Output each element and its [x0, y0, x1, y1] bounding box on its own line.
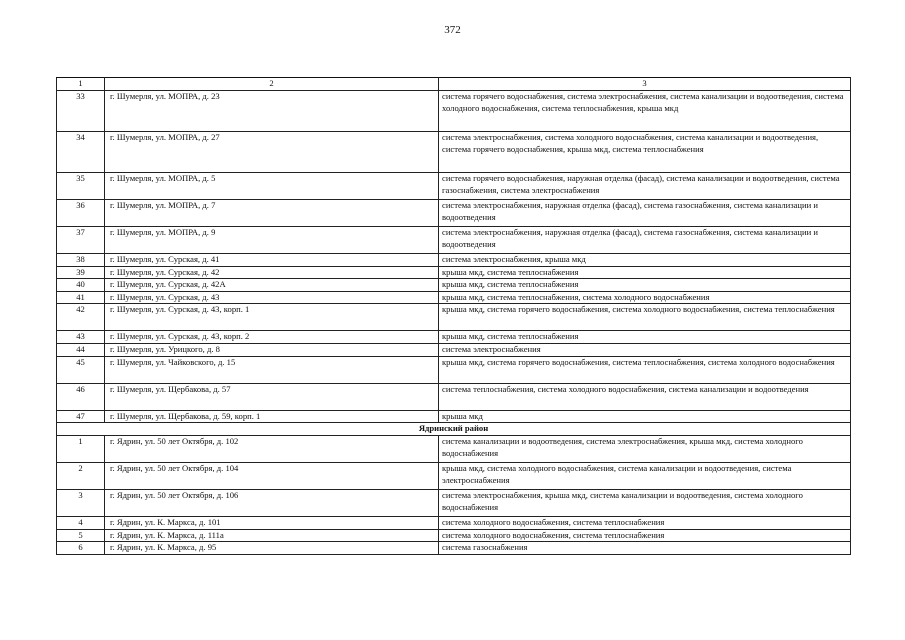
row-systems: система электроснабжения [439, 343, 851, 356]
row-number: 42 [57, 304, 105, 331]
row-number: 38 [57, 254, 105, 267]
row-address: г. Шумерля, ул. МОПРА, д. 9 [105, 227, 439, 254]
row-systems: крыша мкд, система горячего водоснабжения, система теплоснабжения, система холодного водоснабжения [439, 356, 851, 383]
row-systems: система канализации и водоотведения, система электроснабжения, крыша мкд, система холодного водоснабжения [439, 436, 851, 463]
table-row [57, 331, 851, 344]
header-col-3: 3 [439, 78, 851, 91]
row-systems: крыша мкд, система холодного водоснабжения, система канализации и водоотведения, система электроснабжения [439, 463, 851, 490]
row-address: г. Ядрин, ул. 50 лет Октября, д. 102 [105, 436, 439, 463]
row-systems: система горячего водоснабжения, наружная отделка (фасад), система канализации и водоотведения, система газоснабжения, система электроснабжения [439, 173, 851, 200]
table-row [57, 291, 851, 304]
row-number: 40 [57, 279, 105, 292]
row-number: 47 [57, 410, 105, 423]
row-number: 34 [57, 132, 105, 173]
table-row [57, 200, 851, 227]
row-number: 4 [57, 517, 105, 530]
row-address: г. Ядрин, ул. К. Маркса, д. 95 [105, 542, 439, 555]
district-title: Ядринский район [57, 423, 851, 436]
row-systems: система газоснабжения [439, 542, 851, 555]
table-row [57, 266, 851, 279]
row-systems: крыша мкд, система теплоснабжения [439, 279, 851, 292]
row-systems: система электроснабжения, крыша мкд, система канализации и водоотведения, система холодного водоснабжения [439, 490, 851, 517]
table-row [57, 529, 851, 542]
row-address: г. Шумерля, ул. МОПРА, д. 5 [105, 173, 439, 200]
table-row [57, 173, 851, 200]
row-systems: система электроснабжения, система холодного водоснабжения, система канализации и водоотведения, система горячего водоснабжения, крыша мкд, система теплоснабжения [439, 132, 851, 173]
row-address: г. Ядрин, ул. К. Маркса, д. 111а [105, 529, 439, 542]
row-systems: крыша мкд [439, 410, 851, 423]
row-systems: система электроснабжения, наружная отделка (фасад), система газоснабжения, система канализации и водоотведения [439, 227, 851, 254]
table-row [57, 304, 851, 331]
row-number: 39 [57, 266, 105, 279]
table-row [57, 517, 851, 530]
row-systems: система холодного водоснабжения, система теплоснабжения [439, 529, 851, 542]
table-row [57, 490, 851, 517]
row-address: г. Шумерля, ул. Сурская, д. 42 [105, 266, 439, 279]
row-address: г. Шумерля, ул. Щербакова, д. 59, корп. 1 [105, 410, 439, 423]
row-systems: система теплоснабжения, система холодного водоснабжения, система канализации и водоотведения [439, 383, 851, 410]
table-header-row [57, 78, 851, 91]
row-address: г. Шумерля, ул. Урицкого, д. 8 [105, 343, 439, 356]
row-address: г. Шумерля, ул. Щербакова, д. 57 [105, 383, 439, 410]
row-systems: система холодного водоснабжения, система теплоснабжения [439, 517, 851, 530]
table-row [57, 254, 851, 267]
row-systems: крыша мкд, система горячего водоснабжения, система холодного водоснабжения, система теплоснабжения [439, 304, 851, 331]
row-address: г. Ядрин, ул. 50 лет Октября, д. 106 [105, 490, 439, 517]
row-number: 36 [57, 200, 105, 227]
row-number: 41 [57, 291, 105, 304]
table-row [57, 91, 851, 132]
district-row [57, 423, 851, 436]
row-number: 5 [57, 529, 105, 542]
table-row [57, 132, 851, 173]
row-systems: система электроснабжения, наружная отделка (фасад), система газоснабжения, система канализации и водоотведения [439, 200, 851, 227]
row-number: 3 [57, 490, 105, 517]
row-address: г. Ядрин, ул. 50 лет Октября, д. 104 [105, 463, 439, 490]
row-systems: крыша мкд, система теплоснабжения [439, 331, 851, 344]
row-address: г. Шумерля, ул. МОПРА, д. 23 [105, 91, 439, 132]
table-row [57, 463, 851, 490]
row-number: 6 [57, 542, 105, 555]
row-systems: система горячего водоснабжения, система электроснабжения, система канализации и водоотведения, система холодного водоснабжения, система теплоснабжения, крыша мкд [439, 91, 851, 132]
row-address: г. Шумерля, ул. Сурская, д. 43 [105, 291, 439, 304]
table-row [57, 436, 851, 463]
row-address: г. Шумерля, ул. Чайковского, д. 15 [105, 356, 439, 383]
row-systems: крыша мкд, система теплоснабжения [439, 266, 851, 279]
row-number: 33 [57, 91, 105, 132]
table-row [57, 279, 851, 292]
table-row [57, 227, 851, 254]
page-number: 372 [444, 24, 461, 36]
row-address: г. Шумерля, ул. Сурская, д. 43, корп. 2 [105, 331, 439, 344]
table-row [57, 542, 851, 555]
row-systems: крыша мкд, система теплоснабжения, система холодного водоснабжения [439, 291, 851, 304]
header-col-2: 2 [105, 78, 439, 91]
row-number: 1 [57, 436, 105, 463]
row-number: 2 [57, 463, 105, 490]
table-row [57, 410, 851, 423]
row-address: г. Шумерля, ул. МОПРА, д. 7 [105, 200, 439, 227]
row-number: 44 [57, 343, 105, 356]
table-row [57, 383, 851, 410]
row-address: г. Шумерля, ул. МОПРА, д. 27 [105, 132, 439, 173]
row-number: 43 [57, 331, 105, 344]
row-number: 45 [57, 356, 105, 383]
table-row [57, 356, 851, 383]
row-address: г. Шумерля, ул. Сурская, д. 43, корп. 1 [105, 304, 439, 331]
header-col-1: 1 [57, 78, 105, 91]
row-number: 46 [57, 383, 105, 410]
table-row [57, 343, 851, 356]
row-address: г. Ядрин, ул. К. Маркса, д. 101 [105, 517, 439, 530]
row-systems: система электроснабжения, крыша мкд [439, 254, 851, 267]
housing-systems-table [56, 77, 851, 555]
row-address: г. Шумерля, ул. Сурская, д. 42А [105, 279, 439, 292]
row-address: г. Шумерля, ул. Сурская, д. 41 [105, 254, 439, 267]
row-number: 37 [57, 227, 105, 254]
row-number: 35 [57, 173, 105, 200]
